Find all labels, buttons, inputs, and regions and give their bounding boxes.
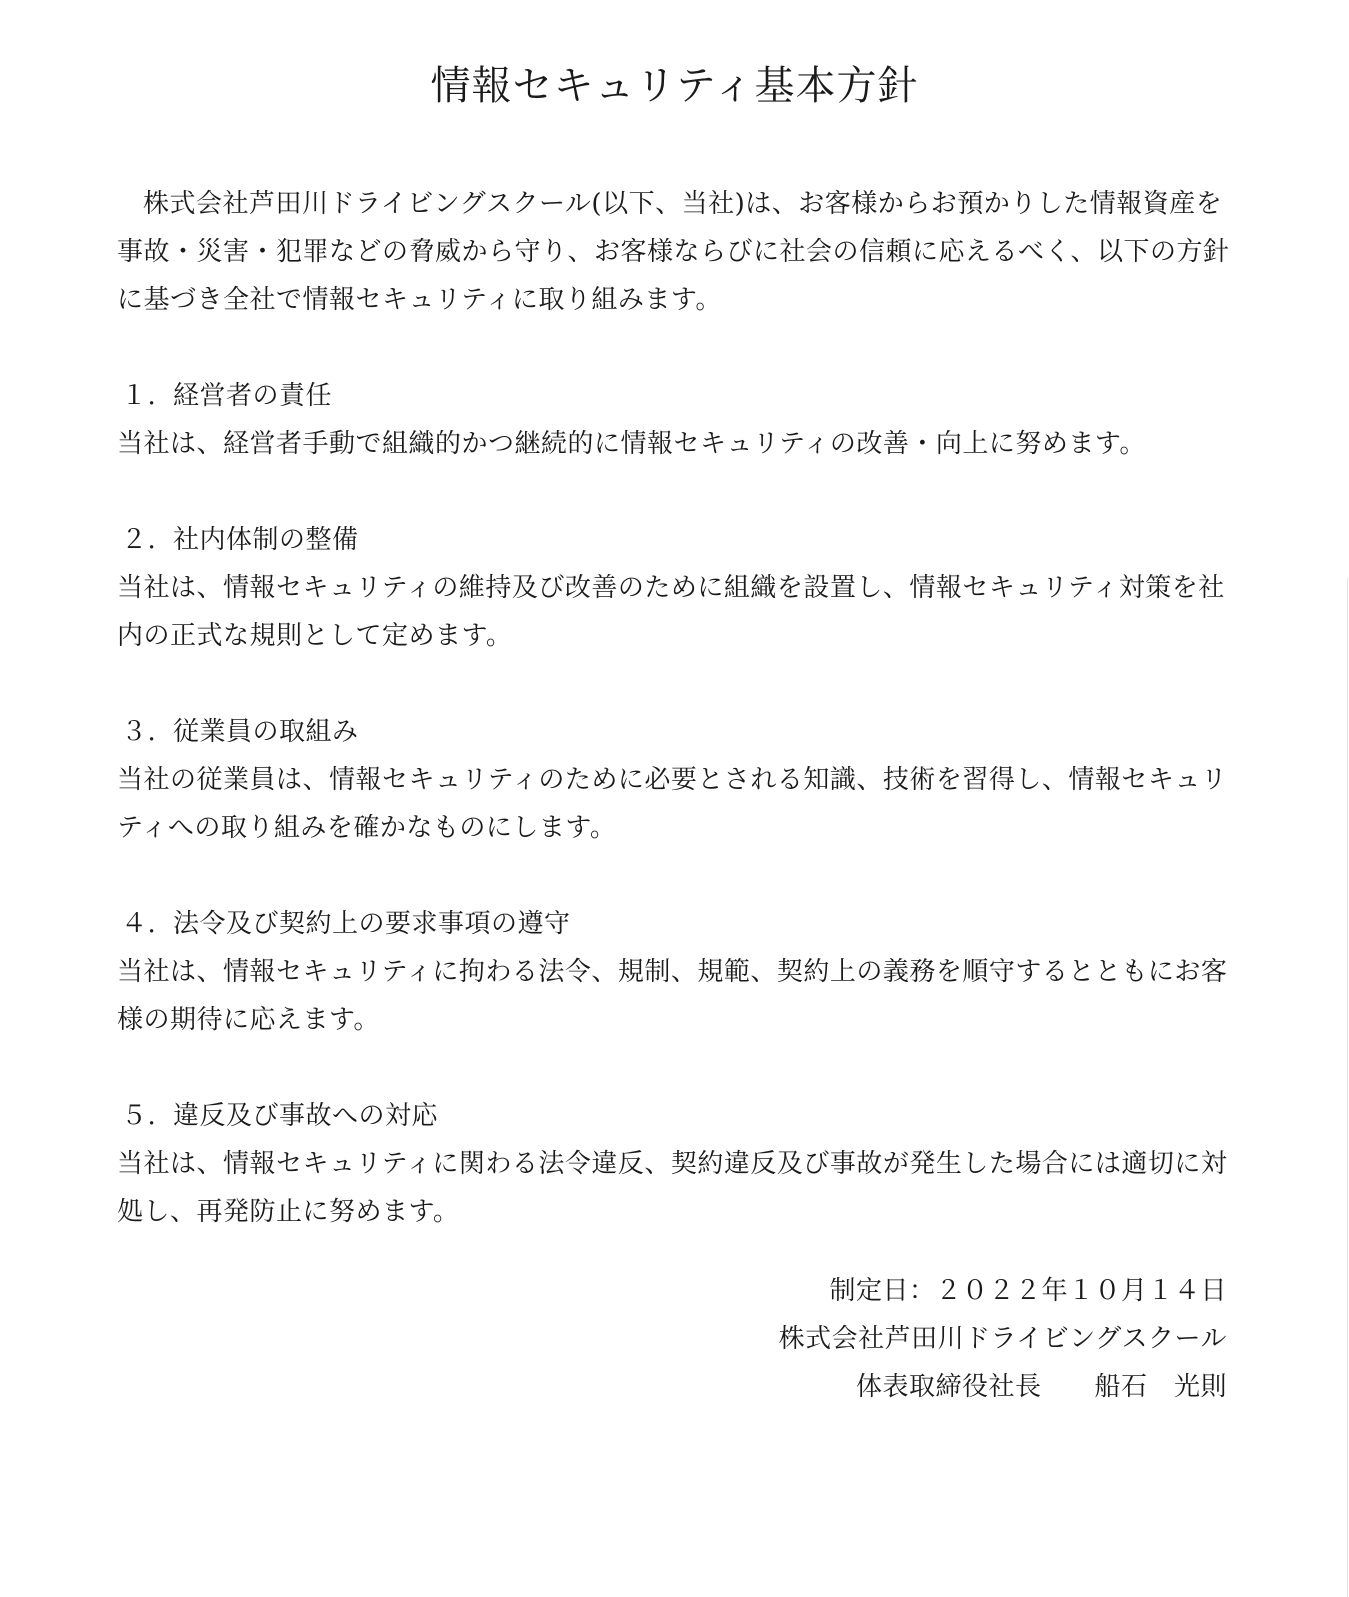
policy-section-3 <box>117 708 1237 852</box>
page-title: 情報セキュリティ基本方針 <box>430 63 919 109</box>
section-number: ２. <box>121 525 157 555</box>
section-heading-text: 従業員の取組み <box>173 717 359 747</box>
section-number: ４. <box>121 909 157 939</box>
section-heading-text: 違反及び事故への対応 <box>173 1101 439 1131</box>
policy-section-2 <box>117 516 1237 660</box>
policy-section-1 <box>117 372 1237 468</box>
section-body: 当社は、情報セキュリティに関わる法令違反、契約違反及び事故が発生した場合には適切に対処し、再発防止に努めます。 <box>117 1149 1228 1227</box>
intro-paragraph: 株式会社芦田川ドライビングスクール(以下、当社)は、お客様からお預かりした情報資産を事故・災害・犯罪などの脅威から守り、お客様ならびに社会の信頼に応えるべく、以下の方針に基づき全社で情報セキュリティに取り組みます。 <box>117 189 1230 315</box>
section-heading <box>117 708 1237 756</box>
signature-block <box>779 1267 1227 1411</box>
document-body <box>117 180 1237 1284</box>
section-heading <box>117 516 1237 564</box>
section-number: ３. <box>121 717 157 747</box>
representative-name: 体表取締役社長 船石 光則 <box>855 1372 1227 1402</box>
section-heading-text: 経営者の責任 <box>173 381 333 411</box>
section-heading-text: 社内体制の整備 <box>173 525 359 555</box>
policy-section-5 <box>117 1092 1237 1236</box>
company-name: 株式会社芦田川ドライビングスクール <box>778 1324 1227 1354</box>
policy-section-4 <box>117 900 1237 1044</box>
section-body: 当社の従業員は、情報セキュリティのために必要とされる知識、技術を習得し、情報セキュリティへの取り組みを確かなものにします。 <box>117 765 1228 843</box>
section-heading <box>117 900 1237 948</box>
section-heading-text: 法令及び契約上の要求事項の遵守 <box>173 909 571 939</box>
section-body: 当社は、情報セキュリティに拘わる法令、規制、規範、契約上の義務を順守するとともにお客様の期待に応えます。 <box>117 957 1228 1035</box>
section-body: 当社は、情報セキュリティの維持及び改善のために組織を設置し、情報セキュリティ対策を社内の正式な規則として定めます。 <box>117 573 1225 651</box>
page-edge-divider <box>1347 578 1348 1597</box>
section-heading <box>117 372 1237 420</box>
section-heading <box>117 1092 1237 1140</box>
established-date: 制定日：２０２２年１０月１４日 <box>829 1276 1227 1306</box>
section-number: ５. <box>121 1101 157 1131</box>
section-number: １. <box>121 381 157 411</box>
section-body: 当社は、経営者手動で組織的かつ継続的に情報セキュリティの改善・向上に努めます。 <box>117 429 1146 459</box>
